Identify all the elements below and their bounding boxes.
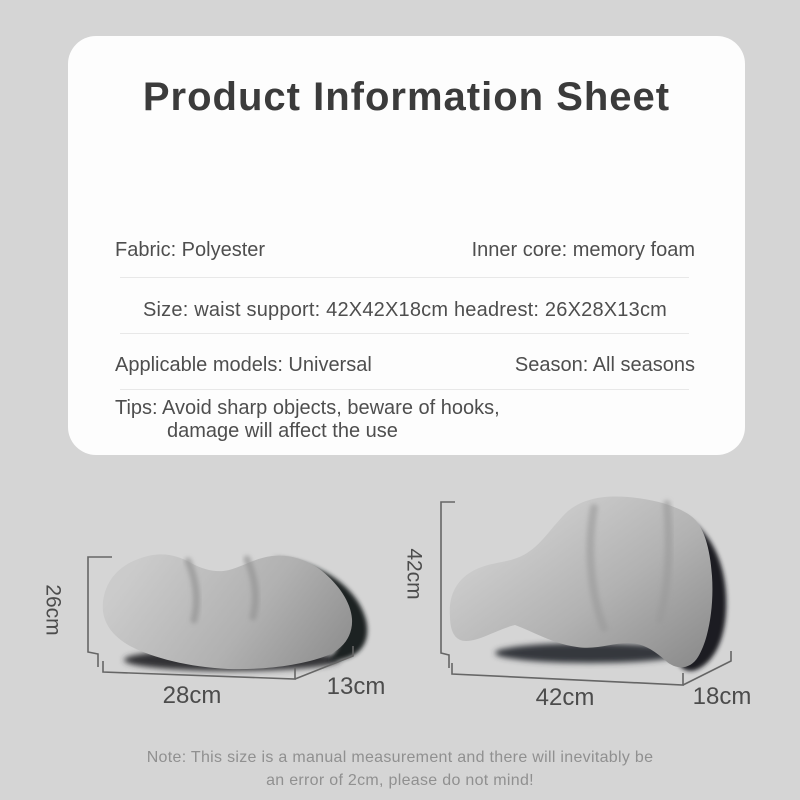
spec-row-fabric — [68, 238, 745, 262]
waist-support-height-bracket — [441, 502, 455, 668]
spec-row-models — [68, 353, 745, 377]
waist-support-width-line — [452, 663, 683, 685]
waist-support-height-label: 42cm — [402, 548, 426, 600]
headrest-depth-label: 13cm — [326, 673, 386, 700]
waist-support-width-label: 42cm — [535, 684, 595, 711]
divider — [120, 389, 689, 390]
spec-tips — [115, 397, 705, 443]
tips-line-1: Tips: Avoid sharp objects, beware of hooks, — [115, 397, 500, 419]
spec-season: Season: All seasons — [514, 354, 695, 376]
spec-fabric: Fabric: Polyester — [115, 239, 266, 261]
spec-row-size — [68, 298, 745, 322]
note-line-2: an error of 2cm, please do not mind! — [266, 772, 534, 789]
waist-support-depth-label: 18cm — [692, 683, 752, 710]
product-dimensions-figure — [0, 460, 800, 720]
product-info-card — [68, 36, 745, 455]
tips-line-2: damage will affect the use — [167, 420, 398, 442]
note-line-1: Note: This size is a manual measurement and there will inevitably be — [146, 749, 654, 766]
headrest-height-label: 26cm — [41, 584, 65, 636]
spec-models: Applicable models: Universal — [115, 354, 372, 376]
spec-inner-core: Inner core: memory foam — [471, 239, 695, 261]
spec-size: Size: waist support: 42X42X18cm headrest: 26X28X13cm — [142, 299, 668, 321]
note — [0, 746, 800, 792]
waist-support-pillow-image — [450, 497, 727, 671]
divider — [120, 277, 689, 278]
headrest-width-label: 28cm — [162, 682, 222, 709]
divider — [120, 333, 689, 334]
headrest-body — [103, 554, 352, 669]
page-title: Product Information Sheet — [142, 75, 671, 119]
headrest-pillow-image — [103, 554, 367, 671]
waist-support-body — [450, 497, 713, 668]
